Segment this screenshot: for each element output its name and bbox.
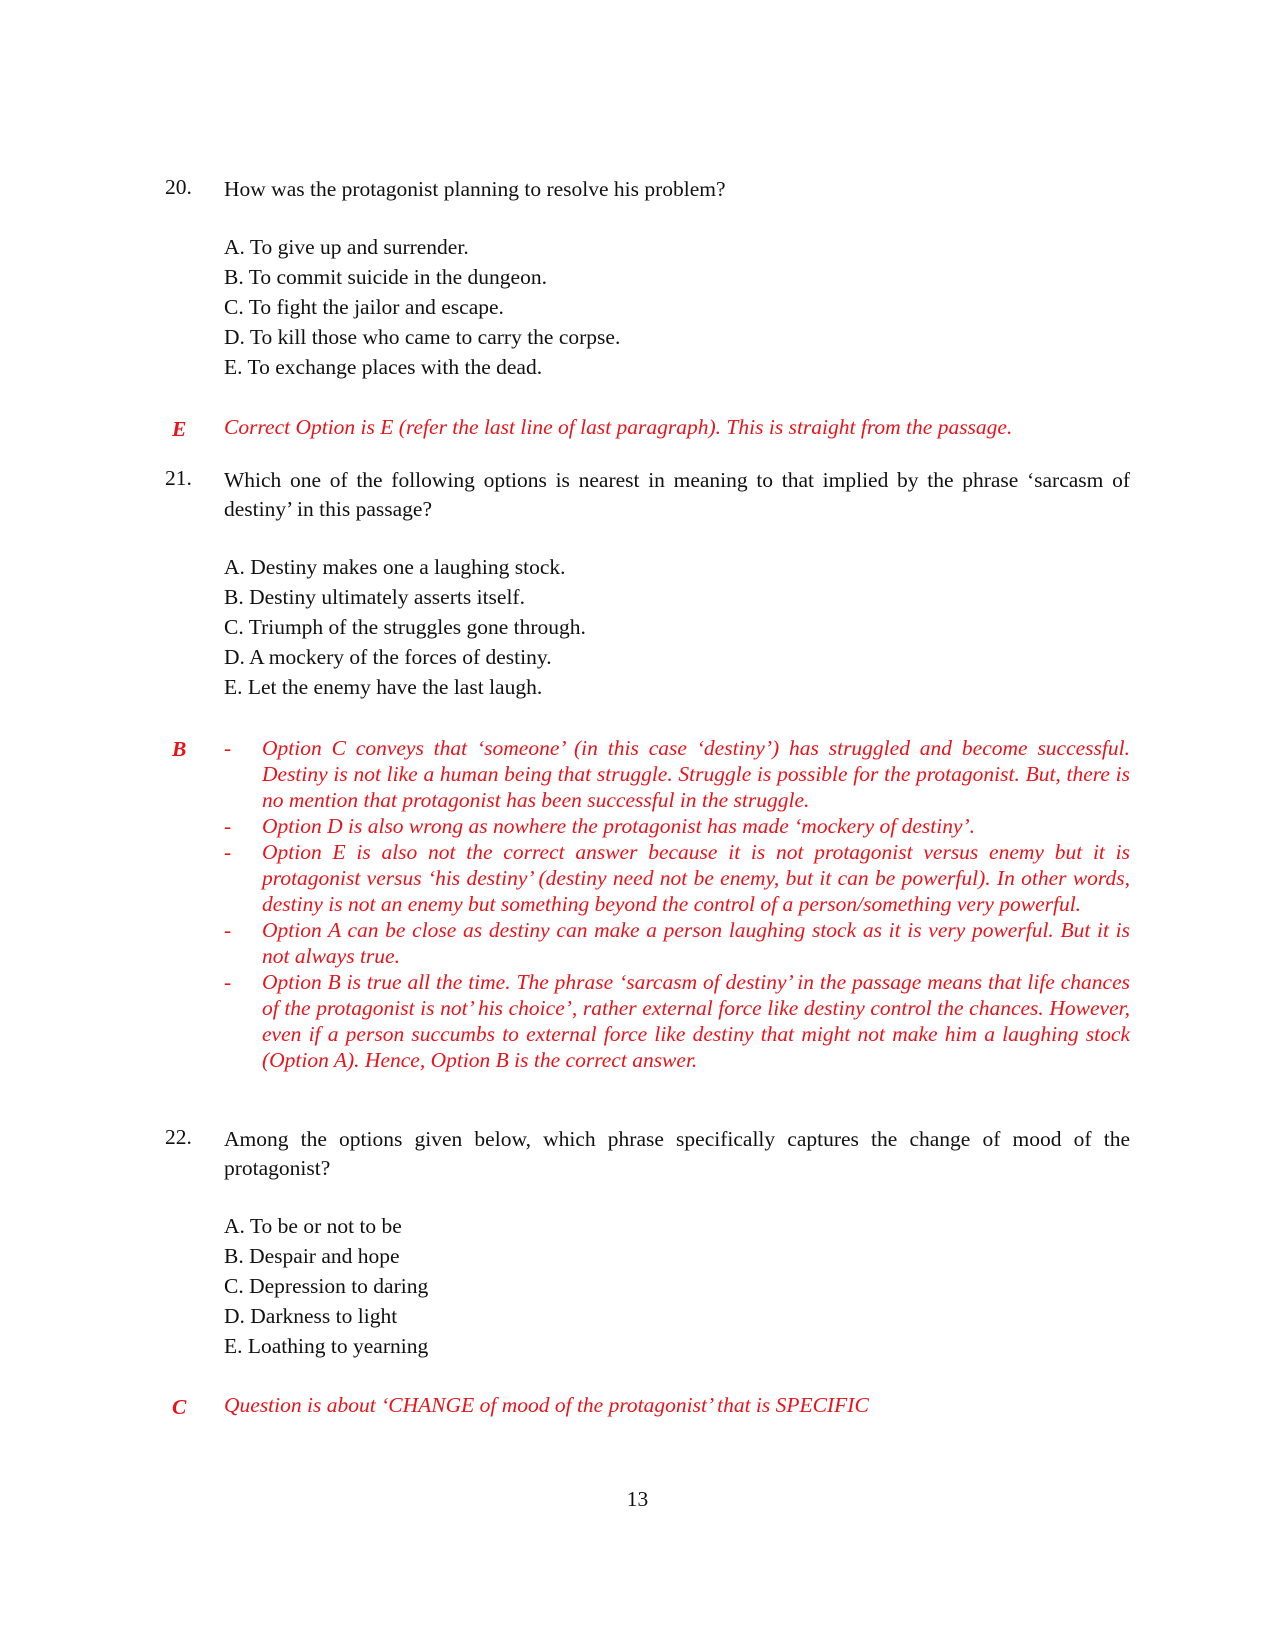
question-22-options xyxy=(224,1211,924,1361)
option-c: C. Triumph of the struggles gone through. xyxy=(224,615,586,639)
option-d: D. To kill those who came to carry the corpse. xyxy=(224,325,621,349)
explanation-bullet xyxy=(224,917,1130,969)
question-21-text: Which one of the following options is nearest in meaning to that implied by the phrase ‘sarcasm of destiny’ in this passage? xyxy=(224,468,1130,521)
option-d: D. A mockery of the forces of destiny. xyxy=(224,645,552,669)
option-c: C. To fight the jailor and escape. xyxy=(224,295,504,319)
question-22-text: Among the options given below, which phrase specifically captures the change of mood of the protagonist? xyxy=(224,1127,1130,1180)
option-d: D. Darkness to light xyxy=(224,1304,398,1328)
explanation-bullet xyxy=(224,813,1130,839)
bullet-dash: - xyxy=(224,918,232,942)
question-20-answer-letter: E xyxy=(172,417,187,441)
page-number: 13 xyxy=(626,1487,649,1511)
option-e: E. To exchange places with the dead. xyxy=(224,355,543,379)
option-e: E. Loathing to yearning xyxy=(224,1334,429,1358)
option-e: E. Let the enemy have the last laugh. xyxy=(224,675,543,699)
question-20-options xyxy=(224,232,924,382)
option-c: C. Depression to daring xyxy=(224,1274,429,1298)
bullet-text: Option E is also not the correct answer because it is not protagonist versus enemy but it is protagonist versus ‘his destiny’ (destiny need not be enemy, but it can be powerful). In other words, destiny is not an enemy but something beyond the control of a person/something very powerful. xyxy=(262,840,1130,916)
option-b: B. To commit suicide in the dungeon. xyxy=(224,265,547,289)
question-20-number: 20. xyxy=(165,175,192,199)
question-20-text: How was the protagonist planning to resolve his problem? xyxy=(224,177,726,201)
explanation-bullet xyxy=(224,839,1130,917)
question-21-answer-letter: B xyxy=(172,737,187,761)
bullet-text: Option A can be close as destiny can make a person laughing stock as it is very powerful. But it is not always true. xyxy=(262,918,1130,968)
option-a: A. To be or not to be xyxy=(224,1214,402,1238)
question-22-number: 22. xyxy=(165,1125,192,1149)
question-21-explanation-list xyxy=(224,735,1130,1073)
bullet-dash: - xyxy=(224,840,232,864)
question-22-answer-letter: C xyxy=(172,1395,187,1419)
bullet-text: Option D is also wrong as nowhere the protagonist has made ‘mockery of destiny’. xyxy=(262,814,976,838)
option-a: A. To give up and surrender. xyxy=(224,235,469,259)
bullet-text: Option B is true all the time. The phrase ‘sarcasm of destiny’ in the passage means that life chances of the protagonist is not’ his choice’, rather external force like destiny control the chances. However, even if a person succumbs to external force like destiny that might not make him a laughing stock (Option A). Hence, Option B is the correct answer. xyxy=(262,970,1130,1072)
option-b: B. Despair and hope xyxy=(224,1244,400,1268)
explanation-bullet xyxy=(224,969,1130,1073)
bullet-dash: - xyxy=(224,970,232,994)
question-21-options xyxy=(224,552,924,702)
explanation-bullet xyxy=(224,735,1130,813)
question-22-explanation: Question is about ‘CHANGE of mood of the protagonist’ that is SPECIFIC xyxy=(224,1393,869,1417)
option-b: B. Destiny ultimately asserts itself. xyxy=(224,585,525,609)
bullet-text: Option C conveys that ‘someone’ (in this case ‘destiny’) has struggled and become successful. Destiny is not like a human being that struggle. Struggle is possible for the protagonist. But, there is no mention that protagonist has been successful in the struggle. xyxy=(262,736,1130,812)
bullet-dash: - xyxy=(224,736,232,760)
bullet-dash: - xyxy=(224,814,232,838)
question-21-number: 21. xyxy=(165,466,192,490)
question-20-explanation: Correct Option is E (refer the last line of last paragraph). This is straight from the passage. xyxy=(224,415,1013,439)
option-a: A. Destiny makes one a laughing stock. xyxy=(224,555,566,579)
